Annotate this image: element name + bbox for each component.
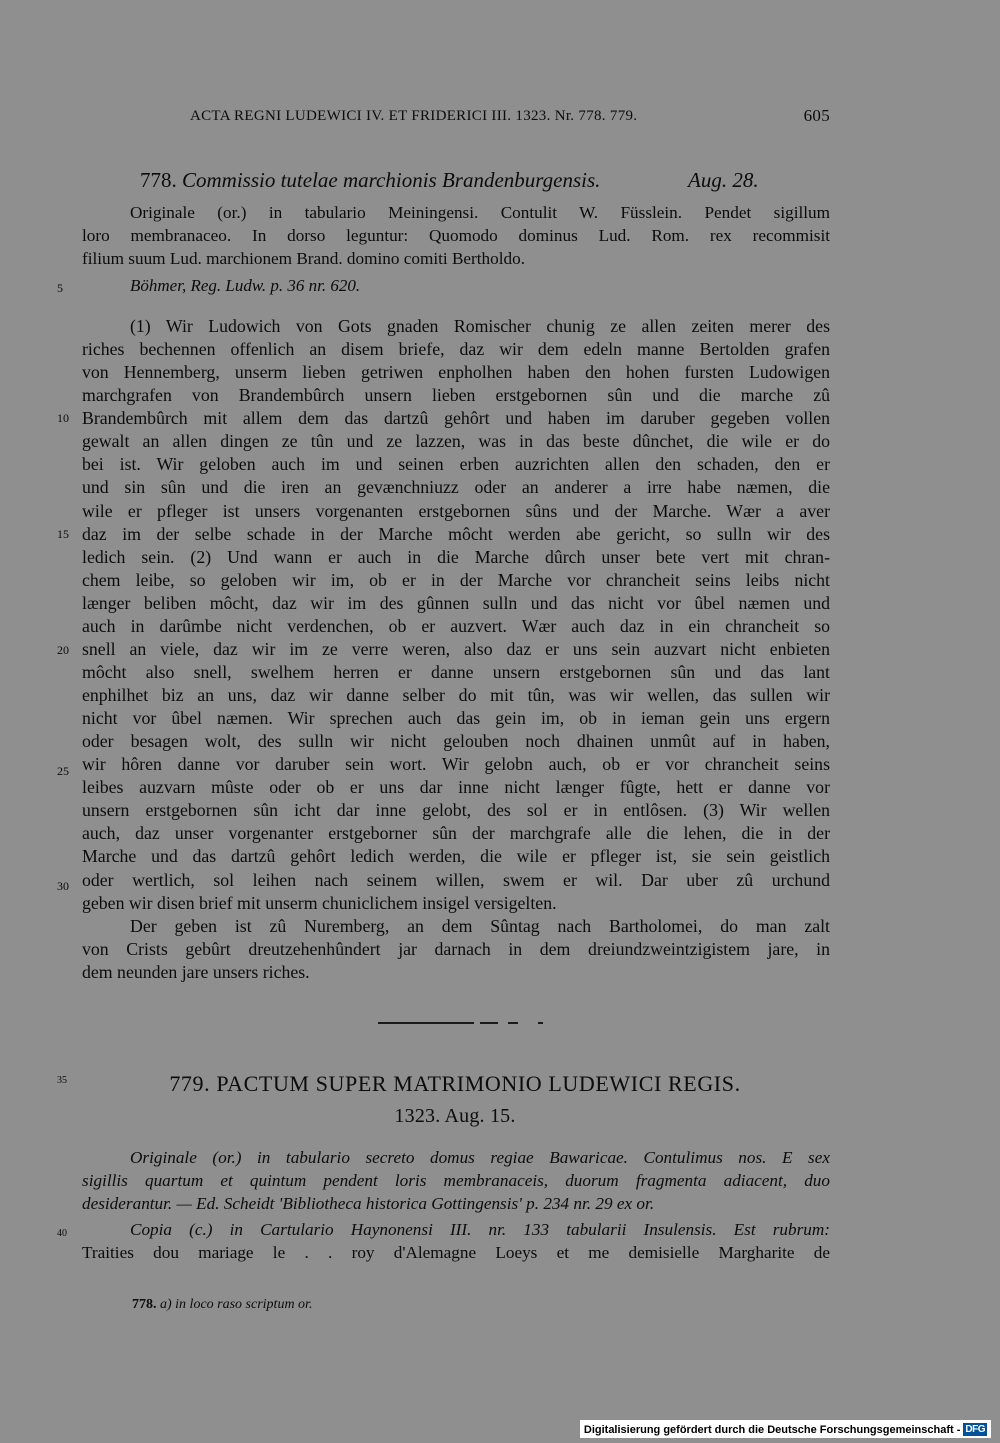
text-line: chem leibe, so geloben wir im, ob er in der Marche vor chrancheit seins leibs nicht [82,569,830,590]
footnote [132,1297,312,1313]
doc778-reference [82,276,360,296]
dfg-banner[interactable] [580,1420,991,1438]
src-line: Copia (c.) in Cartulario Haynonensi III. nr. 133 tabularii Insulensis. Est rubrum: [130,1220,830,1240]
doc778-title: Commissio tutelae marchionis Brandenburgensis. [182,168,601,192]
dfg-banner-text: Digitalisierung gefördert durch die Deutsche Forschungsgemeinschaft - [583,1423,961,1436]
text-line: auch in darûmbe nicht verdenchen, ob er auzvert. Wær auch daz in ein chrancheit so [82,615,830,636]
text-line: ledich sein. (2) Und wann er auch in die Marche dûrch unser bete vert mit chran- [82,546,830,567]
doc778-heading [140,168,780,193]
text-line: Der geben ist zû Nuremberg, an dem Sûntag nach Bartholomei, do man zalt [130,915,830,936]
running-header [80,106,830,130]
line-number: 40 [57,1228,67,1239]
note-line: filium suum Lud. marchionem Brand. domino comiti Bertholdo. [82,248,525,268]
doc779-heading [80,1068,830,1132]
text-line: und sin sûn und die iren an gevænchniuzz oder an anderer a irre habe næmen, die [82,477,830,498]
text-line: von Crists gebûrt dreutzehenhûndert jar darnach in dem dreiundzweintzigistem jare, in [82,938,830,959]
reference-text: Böhmer, Reg. Ludw. p. 36 nr. 620. [130,276,361,295]
footnote-number: 778. [132,1297,157,1312]
doc779-title: 779. PACTUM SUPER MATRIMONIO LUDEWICI REGIS. [169,1071,741,1096]
text-line: marchgrafen von Brandembûrch unsern lieben erstgebornen sûn und die marche zû [82,385,830,406]
note-line: loro membranaceo. In dorso leguntur: Quomodo dominus Lud. Rom. rex recommisit [82,225,830,245]
text-line: bei ist. Wir geloben auch im und seinen erben auzrichten allen den schaden, den er [82,454,830,475]
text-line: oder wertlich, sol leihen nach seinem willen, swem er wil. Dar uber zû urchund [82,869,830,890]
text-line: længer beliben môcht, daz wir im des gûnnen sulln und das nicht vor ûbel næmen und [82,592,830,613]
doc779-date: 1323. Aug. 15. [394,1105,516,1127]
src-line: Originale (or.) in tabulario secreto domus regiae Bawaricae. Contulimus nos. E sex [130,1148,830,1167]
text-line: unsern erstgebornen sûn icht dar inne gelobt, des sol er in entlôsen. (3) Wir wellen [82,800,830,821]
text-line: riches bechennen offenlich an disem briefe, daz wir dem edeln manne Bertolden grafen [82,339,830,360]
text-line: enphilhet biz an uns, daz wir danne selber do mit tûn, was wir wellen, das sullen wir [82,685,830,705]
line-number: 10 [57,411,69,425]
text-line: geben wir disen brief mit unserm chuniclichem insigel versigelten. [82,892,557,913]
text-line: oder besagen wolt, des sulln wir nicht gelouben noch dhainen unmût auf in haben, [82,731,830,752]
text-line: nicht vor ûbel næmen. Wir sprechen auch das gein im, ob in ieman gein uns ergern [82,708,830,729]
section-separator [378,1022,548,1024]
text-line: snell an viele, daz wir im ze verre weren, also daz er uns sein auzvart nicht enbieten [82,638,830,659]
doc778-source-note [82,202,830,270]
line-number: 5 [57,281,63,295]
line-number: 20 [57,643,69,657]
footnote-text: a) in loco raso scriptum or. [160,1297,313,1312]
doc778-text [82,315,830,984]
line-number: 30 [57,879,69,893]
text-line: von Hennemberg, unserm lieben getriwen enpholhen haben den hohen fursten Ludowigen [82,362,830,383]
text-line: Marche und das dartzû gehôrt ledich werden, die wile er pfleger ist, sie sein geistlich [82,846,830,867]
doc778-number: 778. [140,168,177,192]
dfg-logo: DFG [965,1424,985,1435]
src-line: Traities dou mariage le . . roy d'Alemagne Loeys et me demisielle Margharite de [82,1243,830,1263]
text-line: leibes auzvarn mûste oder ob er uns dar inne nicht længer fûgte, hett er danne vor [82,777,830,798]
note-line: Originale (or.) in tabulario Meiningensi. Contulit W. Füsslein. Pendet sigillum [130,203,830,222]
text-line: (1) Wir Ludowich von Gots gnaden Romischer chunig ze allen zeiten merer des [130,316,830,336]
src-line: sigillis quartum et quintum pendent loris membranaceis, duorum fragmenta adiacent, duo [82,1170,830,1190]
text-line: môcht also snell, swelhem herren er danne unsern erstgebornen sûn und das lant [82,661,830,682]
line-number: 25 [57,764,69,778]
text-line: dem neunden jare unsers riches. [82,961,310,982]
doc778-date: Aug. 28. [688,168,759,192]
line-number: 35 [57,1075,67,1086]
line-number: 15 [57,527,69,541]
text-line: gewalt an allen dingen ze tûn und ze lazzen, was in das beste dûnchet, die wile er do [82,431,830,452]
text-line: wile er pfleger ist unsers vorgenanten erstgebornen sûns und der Marche. Wær a aver [82,500,830,521]
running-title: ACTA REGNI LUDEWICI IV. ET FRIDERICI III. 1323. Nr. 778. 779. [190,108,638,124]
doc779-source-note [82,1147,830,1265]
src-line: desiderantur. — Ed. Scheidt 'Bibliotheca historica Gottingensis' p. 234 nr. 29 ex or. [82,1193,655,1213]
text-line: wir hôren danne vor daruber sein wort. Wir gelobn auch, ob er vor chrancheit seins [82,754,830,775]
page-number: 605 [803,106,830,125]
text-line: Brandembûrch mit allem dem das dartzû gehôrt und haben im daruber gegeben vollen [82,408,830,429]
text-line: auch, daz unser vorgenanter erstgeborner sûn der marchgrafe alle die lehen, die in der [82,823,830,844]
text-line: daz im der selbe schade in der Marche môcht werden abe gericht, so sulln wir des [82,523,830,544]
